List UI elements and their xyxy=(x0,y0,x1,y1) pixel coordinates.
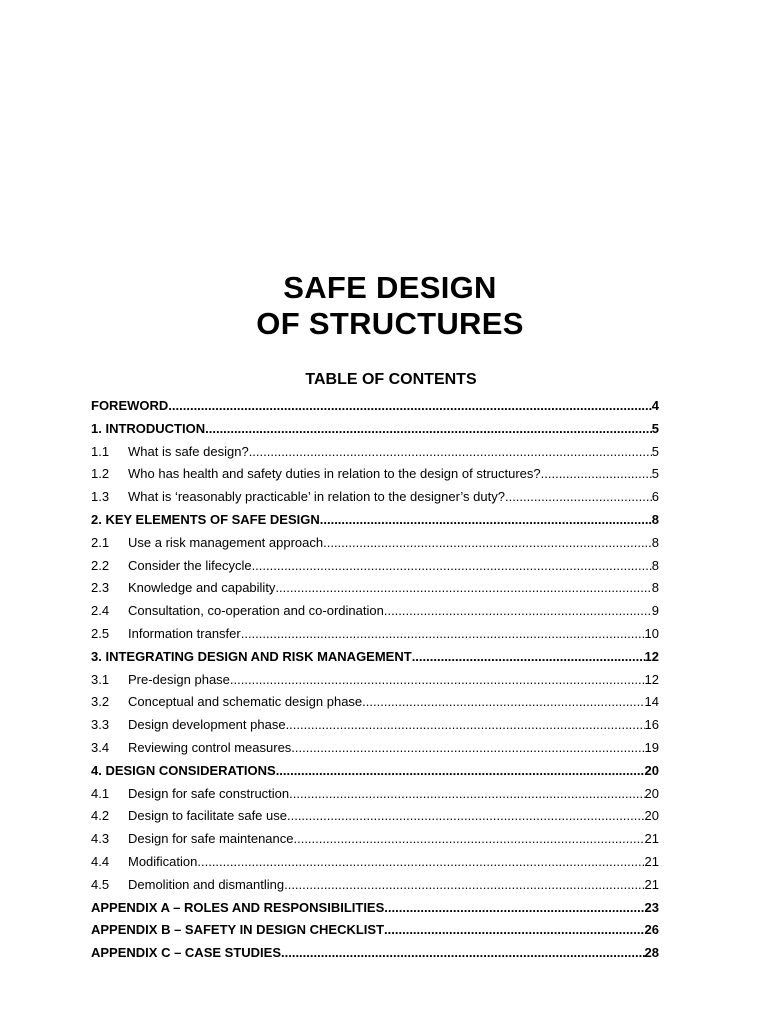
toc-dot-leader xyxy=(281,942,645,965)
toc-entry-label: 1. INTRODUCTION xyxy=(91,420,206,436)
toc-entry-page-number: 23 xyxy=(644,899,659,915)
toc-entry-label: Consultation, co-operation and co-ordination xyxy=(128,603,384,619)
toc-entry[interactable] xyxy=(91,555,659,578)
toc-entry-label: Conceptual and schematic design phase xyxy=(128,694,363,710)
toc-entry-label: FOREWORD xyxy=(91,398,169,413)
toc-dot-leader xyxy=(291,737,644,760)
toc-entry-page-number: 8 xyxy=(651,534,659,550)
toc-entry[interactable] xyxy=(91,441,659,464)
toc-entry-page-number: 6 xyxy=(651,489,659,505)
toc-entry[interactable] xyxy=(91,691,659,714)
toc-entry[interactable] xyxy=(91,919,659,942)
toc-entry-page-number: 21 xyxy=(644,876,659,892)
toc-entry[interactable] xyxy=(91,783,659,806)
toc-entry-page-number: 8 xyxy=(651,511,659,527)
document-title-line-1: SAFE DESIGN xyxy=(283,270,497,305)
toc-dot-leader xyxy=(252,555,652,578)
toc-entry[interactable] xyxy=(91,577,659,600)
toc-entry[interactable] xyxy=(91,737,659,760)
document-title-line-2: OF STRUCTURES xyxy=(256,306,524,341)
toc-dot-leader xyxy=(197,851,644,874)
toc-entry-label: Design to facilitate safe use xyxy=(128,808,287,824)
toc-entry[interactable] xyxy=(91,623,659,646)
toc-entry-number: 2.1 xyxy=(91,534,110,550)
toc-entry[interactable] xyxy=(91,805,659,828)
toc-entry[interactable] xyxy=(91,600,659,623)
toc-dot-leader xyxy=(289,783,644,806)
toc-dot-leader xyxy=(323,532,652,555)
toc-entry[interactable] xyxy=(91,851,659,874)
toc-entry-number: 4.4 xyxy=(91,853,110,869)
toc-entry-number: 4.5 xyxy=(91,876,110,892)
toc-entry-page-number: 5 xyxy=(651,420,659,436)
toc-entry-page-number: 4 xyxy=(651,398,659,413)
toc-entry-label: What is ‘reasonably practicable’ in relation to the designer’s duty? xyxy=(128,489,505,505)
toc-entry[interactable] xyxy=(91,395,659,418)
toc-entry-number: 1.3 xyxy=(91,489,110,505)
toc-entry[interactable] xyxy=(91,486,659,509)
toc-entry-page-number: 9 xyxy=(651,603,659,619)
toc-dot-leader xyxy=(412,646,645,669)
toc-entry-page-number: 8 xyxy=(651,580,659,596)
toc-dot-leader xyxy=(241,623,645,646)
toc-entry-page-number: 19 xyxy=(644,739,659,755)
toc-entry-page-number: 26 xyxy=(644,922,659,938)
toc-entry[interactable] xyxy=(91,942,659,965)
toc-entry[interactable] xyxy=(91,828,659,851)
toc-entry-label: APPENDIX C – CASE STUDIES xyxy=(91,945,281,961)
toc-entry-label: Consider the lifecycle xyxy=(128,557,252,573)
toc-entry-number: 2.4 xyxy=(91,603,110,619)
toc-dot-leader xyxy=(287,805,645,828)
toc-entry-number: 3.3 xyxy=(91,717,110,733)
toc-dot-leader xyxy=(293,828,644,851)
toc-entry[interactable] xyxy=(91,897,659,920)
toc-entry-label: Information transfer xyxy=(128,625,241,641)
toc-entry-number: 2.3 xyxy=(91,580,110,596)
toc-entry-page-number: 21 xyxy=(644,853,659,869)
toc-entry-label: Design development phase xyxy=(128,717,286,733)
toc-entry[interactable] xyxy=(91,463,659,486)
toc-entry-page-number: 12 xyxy=(644,648,659,664)
toc-entry[interactable] xyxy=(91,532,659,555)
toc-entry-number: 3.1 xyxy=(91,671,110,687)
toc-entry-page-number: 16 xyxy=(644,717,659,733)
toc-entry-number: 2.5 xyxy=(91,625,110,641)
toc-entry-label: Modification xyxy=(128,853,198,869)
toc-entry-number: 3.2 xyxy=(91,694,110,710)
toc-entry[interactable] xyxy=(91,669,659,692)
toc-dot-leader xyxy=(168,395,651,418)
toc-entry-page-number: 12 xyxy=(644,671,659,687)
toc-entry-page-number: 5 xyxy=(651,443,659,459)
toc-entry-page-number: 21 xyxy=(644,831,659,847)
toc-entry-page-number: 14 xyxy=(644,694,659,710)
toc-entry-number: 3.4 xyxy=(91,739,110,755)
toc-entry-page-number: 10 xyxy=(644,625,659,641)
toc-dot-leader xyxy=(230,669,645,692)
toc-entry-number: 2.2 xyxy=(91,557,110,573)
toc-dot-leader xyxy=(384,897,644,920)
toc-entry-label: 2. KEY ELEMENTS OF SAFE DESIGN xyxy=(91,511,320,527)
toc-entry[interactable] xyxy=(91,714,659,737)
toc-entry-label: Reviewing control measures xyxy=(128,739,292,755)
toc-dot-leader xyxy=(362,691,644,714)
toc-entry-label: 4. DESIGN CONSIDERATIONS xyxy=(91,762,276,778)
toc-dot-leader xyxy=(276,760,645,783)
toc-entry-label: Demolition and dismantling xyxy=(128,876,285,892)
toc-entry-label: What is safe design? xyxy=(128,443,249,459)
toc-entry-number: 4.3 xyxy=(91,831,110,847)
toc-entry-label: 3. INTEGRATING DESIGN AND RISK MANAGEMENT xyxy=(91,648,412,664)
toc-dot-leader xyxy=(384,600,652,623)
toc-entry[interactable] xyxy=(91,509,659,532)
toc-entry-number: 1.1 xyxy=(91,443,110,459)
toc-entry-page-number: 5 xyxy=(651,466,659,482)
toc-entry-number: 1.2 xyxy=(91,466,110,482)
toc-entry-page-number: 20 xyxy=(644,808,659,824)
table-of-contents xyxy=(91,395,659,965)
toc-entry-label: Knowledge and capability xyxy=(128,580,276,596)
toc-dot-leader xyxy=(249,441,652,464)
toc-entry-page-number: 20 xyxy=(644,762,659,778)
toc-entry[interactable] xyxy=(91,646,659,669)
toc-entry-number: 4.2 xyxy=(91,808,110,824)
toc-entry[interactable] xyxy=(91,760,659,783)
toc-entry-label: Use a risk management approach xyxy=(128,534,324,550)
toc-entry-label: Design for safe maintenance xyxy=(128,831,294,847)
toc-entry-page-number: 8 xyxy=(651,557,659,573)
toc-entry-label: Pre-design phase xyxy=(128,671,230,687)
toc-dot-leader xyxy=(320,509,652,532)
toc-entry-number: 4.1 xyxy=(91,785,110,801)
toc-dot-leader xyxy=(384,919,645,942)
toc-entry[interactable] xyxy=(91,418,659,441)
toc-heading: TABLE OF CONTENTS xyxy=(305,371,477,388)
toc-dot-leader xyxy=(541,463,652,486)
toc-entry-label: APPENDIX A – ROLES AND RESPONSIBILITIES xyxy=(91,899,385,915)
toc-dot-leader xyxy=(284,874,644,897)
toc-dot-leader xyxy=(286,714,645,737)
toc-entry-label: Design for safe construction xyxy=(128,785,290,801)
toc-dot-leader xyxy=(505,486,652,509)
toc-dot-leader xyxy=(205,418,652,441)
toc-entry-label: APPENDIX B – SAFETY IN DESIGN CHECKLIST xyxy=(91,922,385,938)
toc-entry-page-number: 28 xyxy=(644,945,659,961)
toc-entry-page-number: 20 xyxy=(644,785,659,801)
toc-entry-label: Who has health and safety duties in relation to the design of structures? xyxy=(128,466,541,482)
toc-entry[interactable] xyxy=(91,874,659,897)
toc-dot-leader xyxy=(275,577,651,600)
